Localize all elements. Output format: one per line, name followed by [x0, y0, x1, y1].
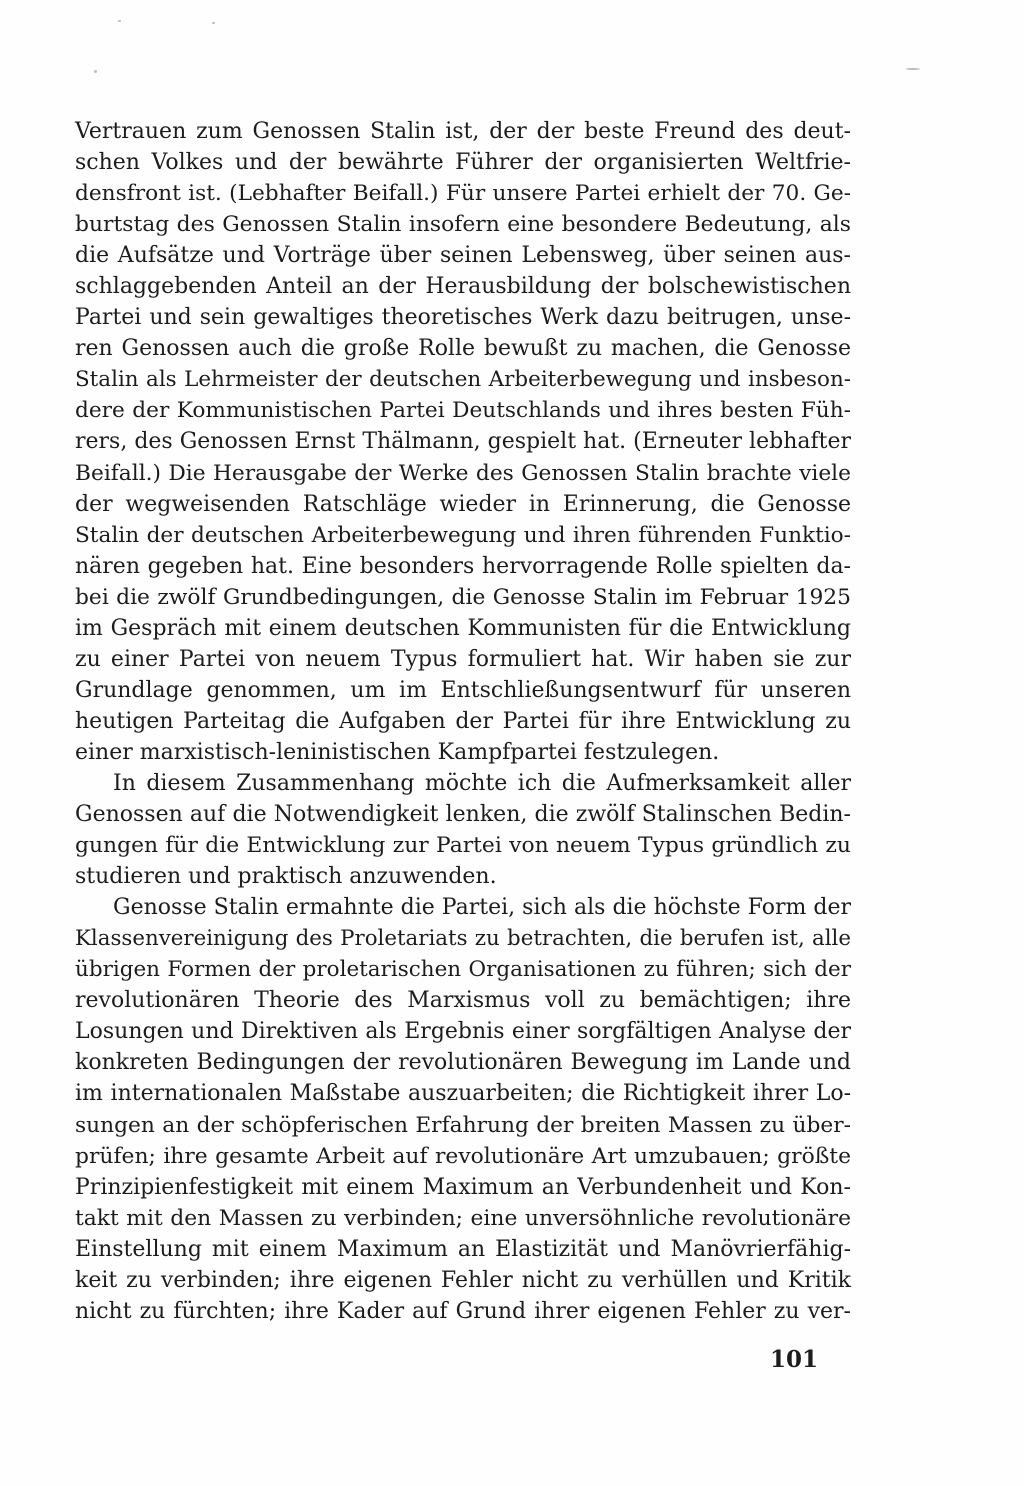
- page-number: 101: [769, 1346, 818, 1373]
- text-line: studieren und praktisch anzuwenden.: [75, 864, 497, 890]
- text-line: zu einer Partei von neuem Typus formuliert hat. Wir haben sie zur: [75, 646, 851, 672]
- text-line: schlaggebenden Anteil an der Herausbildung der bolschewistischen: [75, 274, 851, 300]
- text-line: nicht zu fürchten; ihre Kader auf Grund ihrer eigenen Fehler zu ver-: [75, 1298, 851, 1324]
- text-line: konkreten Bedingungen der revolutionären Bewegung im Lande und: [75, 1050, 851, 1076]
- text-line: Stalin als Lehrmeister der deutschen Arbeiterbewegung und insbeson-: [75, 367, 851, 393]
- text-line: Partei und sein gewaltiges theoretisches Werk dazu beitrugen, unse-: [75, 305, 851, 331]
- text-line: heutigen Parteitag die Aufgaben der Partei für ihre Entwicklung zu: [75, 708, 851, 734]
- text-line: Grundlage genommen, um im Entschließungsentwurf für unseren: [75, 677, 851, 703]
- text-line: keit zu verbinden; ihre eigenen Fehler nicht zu verhüllen und Kritik: [75, 1267, 851, 1293]
- text-line: takt mit den Massen zu verbinden; eine unversöhnliche revolutionäre: [75, 1205, 851, 1231]
- text-line: prüfen; ihre gesamte Arbeit auf revolutionäre Art umzubauen; größte: [75, 1143, 851, 1169]
- paper-speck: [212, 22, 215, 24]
- text-line: die Aufsätze und Vorträge über seinen Lebensweg, über seinen aus-: [75, 243, 851, 269]
- text-line: In diesem Zusammenhang möchte ich die Aufmerksamkeit aller: [113, 770, 851, 796]
- text-line: Beifall.) Die Herausgabe der Werke des Genossen Stalin brachte viele: [75, 460, 851, 486]
- text-line: Genosse Stalin ermahnte die Partei, sich als die höchste Form der: [113, 895, 851, 921]
- text-line: übrigen Formen der proletarischen Organisationen zu führen; sich der: [75, 957, 851, 983]
- text-line: Prinzipienfestigkeit mit einem Maximum an Verbundenheit und Kon-: [75, 1174, 851, 1200]
- text-line: gungen für die Entwicklung zur Partei von neuem Typus gründlich zu: [75, 833, 851, 859]
- text-line: Vertrauen zum Genossen Stalin ist, der der beste Freund des deut-: [75, 119, 851, 144]
- text-line: schen Volkes und der bewährte Führer der organisierten Weltfrie-: [75, 150, 851, 176]
- paper-speck: [118, 20, 121, 22]
- text-line: Klassenvereinigung des Proletariats zu betrachten, die berufen ist, alle: [75, 926, 851, 952]
- text-line: im Gespräch mit einem deutschen Kommunisten für die Entwicklung: [75, 615, 851, 641]
- text-line: ren Genossen auch die große Rolle bewußt zu machen, die Genosse: [75, 336, 851, 362]
- text-line: Losungen und Direktiven als Ergebnis einer sorgfältigen Analyse der: [75, 1019, 851, 1045]
- text-line: der wegweisenden Ratschläge wieder in Erinnerung, die Genosse: [75, 491, 851, 517]
- text-line: einer marxistisch-leninistischen Kampfpartei festzulegen.: [75, 739, 720, 765]
- text-line: bei die zwölf Grundbedingungen, die Genosse Stalin im Februar 1925: [75, 584, 851, 610]
- text-line: Genossen auf die Notwendigkeit lenken, die zwölf Stalinschen Bedin-: [75, 802, 851, 828]
- text-line: sungen an der schöpferischen Erfahrung der breiten Massen zu über-: [75, 1112, 851, 1138]
- text-line: dere der Kommunistischen Partei Deutschlands und ihres besten Füh-: [75, 398, 851, 424]
- text-line: rers, des Genossen Ernst Thälmann, gespielt hat. (Erneuter lebhafter: [75, 429, 851, 455]
- text-line: Stalin der deutschen Arbeiterbewegung und ihren führenden Funktio-: [75, 522, 851, 548]
- text-line: burtstag des Genossen Stalin insofern eine besondere Bedeutung, als: [75, 212, 851, 238]
- paper-speck: [906, 68, 920, 70]
- text-line: Einstellung mit einem Maximum an Elastizität und Manövrierfähig-: [75, 1236, 851, 1262]
- text-line: revolutionären Theorie des Marxismus voll zu bemächtigen; ihre: [75, 988, 851, 1014]
- text-line: nären gegeben hat. Eine besonders hervorragende Rolle spielten da-: [75, 553, 851, 579]
- body-text: [75, 116, 851, 1327]
- text-line: densfront ist. (Lebhafter Beifall.) Für unsere Partei erhielt der 70. Ge-: [75, 181, 851, 207]
- paper-speck: [94, 70, 97, 73]
- text-line: im internationalen Maßstabe auszuarbeiten; die Richtigkeit ihrer Lo-: [75, 1081, 851, 1107]
